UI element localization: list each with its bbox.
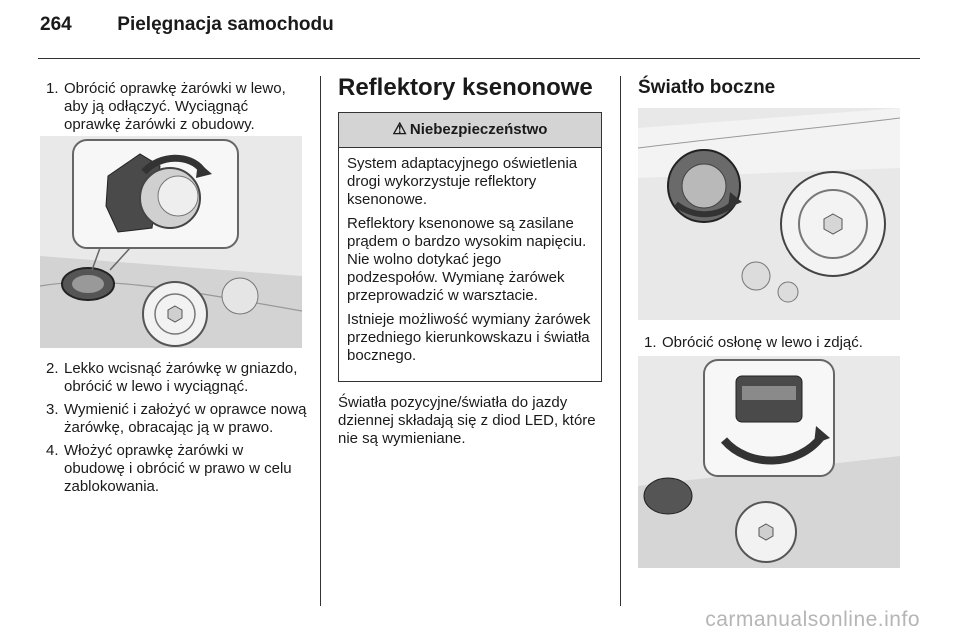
page-header — [40, 14, 334, 36]
step-text: Obrócić oprawkę żarówki w lewo, aby ją odłączyć. Wyciągnąć oprawkę żarówki z obudowy. — [64, 80, 286, 133]
column-1 — [40, 80, 308, 139]
bulb-holder-figure — [40, 136, 302, 348]
watermark: carmanualsonline.info — [705, 608, 920, 631]
column-3 — [638, 76, 900, 100]
header-rule — [38, 58, 920, 59]
list-item — [40, 360, 308, 396]
warning-header — [339, 113, 601, 148]
column-divider-1 — [320, 76, 321, 606]
step-text: Włożyć oprawkę żarówki w obudowę i obrócić w prawo w celu zablokowania. — [64, 442, 292, 495]
warning-title: Niebezpieczeństwo — [409, 121, 548, 138]
steps-list-top — [40, 80, 308, 134]
section-heading: Światło boczne — [638, 77, 776, 98]
step-text: Wymienić i założyć w oprawce nową żarówkę, obracając ją w prawo. — [64, 401, 307, 436]
step-number: 1. — [46, 80, 59, 97]
warning-paragraph: Istnieje możliwość wymiany żarówek przedniego kierunkowskazu i światła bocznego. — [347, 311, 591, 364]
warning-paragraph: Reflektory ksenonowe są zasilane prądem o bardzo wysokim napięciu. Nie wolno dotykać jego podzespołów. Wymianę żarówek przeprowadzić w warsztacie. — [347, 215, 587, 304]
column-1-lower — [40, 360, 308, 501]
list-item — [40, 401, 308, 437]
page-title: Pielęgnacja samochodu — [117, 14, 334, 35]
step-text: Lekko wcisnąć żarówkę w gniazdo, obrócić w lewo i wyciągnąć. — [64, 360, 298, 395]
steps-list-bottom — [40, 360, 308, 496]
section-heading: Reflektory ksenonowe — [338, 74, 593, 101]
warning-body — [339, 148, 601, 381]
list-item — [40, 80, 308, 134]
list-item — [638, 334, 900, 352]
side-light-figure-1 — [638, 108, 900, 320]
steps-list — [638, 334, 900, 352]
column-2 — [338, 74, 602, 448]
list-item — [40, 442, 308, 496]
warning-paragraph: System adaptacyjnego oświetlenia drogi wykorzystuje reflektory ksenonowe. — [347, 155, 578, 208]
body-paragraph: Światła pozycyjne/światła do jazdy dziennej składają się z diod LED, które nie są wymieniane. — [338, 394, 596, 447]
step-number: 3. — [46, 401, 59, 418]
step-number: 2. — [46, 360, 59, 377]
warning-box — [338, 112, 602, 382]
warning-triangle-icon: ⚠ — [392, 121, 407, 138]
page-number: 264 — [40, 14, 72, 35]
column-divider-2 — [620, 76, 621, 606]
step-number: 4. — [46, 442, 59, 459]
step-number: 1. — [644, 334, 657, 351]
side-light-figure-2 — [638, 356, 900, 568]
step-text: Obrócić osłonę w lewo i zdjąć. — [662, 334, 863, 351]
column-3-steps — [638, 334, 900, 357]
